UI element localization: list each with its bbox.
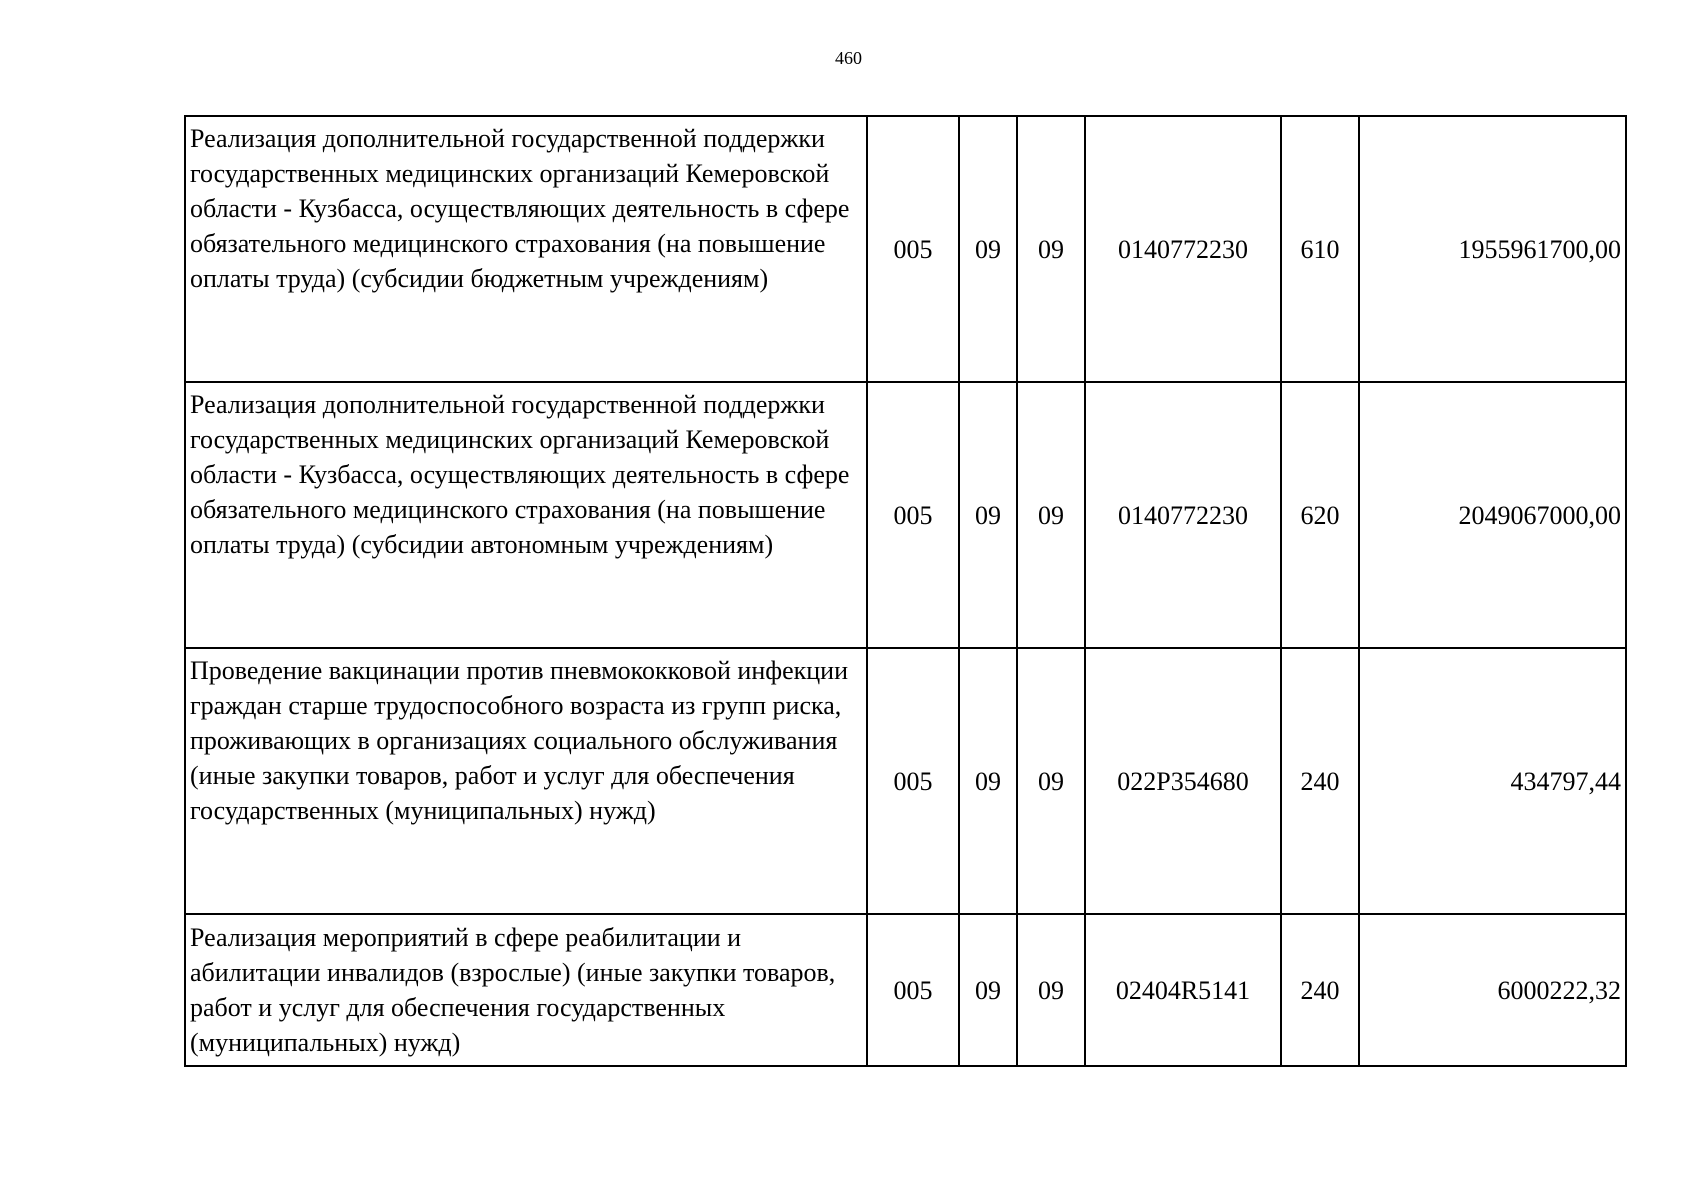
target-article-code: 02404R5141	[1085, 914, 1281, 1066]
budget-table	[184, 115, 1627, 1067]
subsection-code: 09	[1017, 914, 1085, 1066]
row-description: Реализация дополнительной государственной поддержки государственных медицинских организаций Кемеровской области - Кузбасса, осуществляющих деятельность в сфере обязательного медицинского страхования (на повышение оплаты труда) (субсидии автономным учреждениям)	[185, 382, 867, 648]
section-code: 09	[959, 116, 1017, 382]
ministry-code: 005	[867, 382, 959, 648]
row-description: Реализация мероприятий в сфере реабилитации и абилитации инвалидов (взрослые) (иные закупки товаров, работ и услуг для обеспечения государственных (муниципальных) нужд)	[185, 914, 867, 1066]
table-row	[185, 914, 1626, 1066]
ministry-code: 005	[867, 914, 959, 1066]
page-number: 460	[835, 48, 862, 68]
ministry-code: 005	[867, 648, 959, 914]
section-code: 09	[959, 382, 1017, 648]
row-description: Проведение вакцинации против пневмококковой инфекции граждан старше трудоспособного возраста из групп риска, проживающих в организациях социального обслуживания (иные закупки товаров, работ и услуг для обеспечения государственных (муниципальных) нужд)	[185, 648, 867, 914]
expense-type-code: 240	[1281, 648, 1359, 914]
amount: 434797,44	[1359, 648, 1626, 914]
amount: 1955961700,00	[1359, 116, 1626, 382]
subsection-code: 09	[1017, 116, 1085, 382]
ministry-code: 005	[867, 116, 959, 382]
target-article-code: 0140772230	[1085, 382, 1281, 648]
row-description: Реализация дополнительной государственной поддержки государственных медицинских организаций Кемеровской области - Кузбасса, осуществляющих деятельность в сфере обязательного медицинского страхования (на повышение оплаты труда) (субсидии бюджетным учреждениям)	[185, 116, 867, 382]
subsection-code: 09	[1017, 648, 1085, 914]
subsection-code: 09	[1017, 382, 1085, 648]
section-code: 09	[959, 914, 1017, 1066]
target-article-code: 0140772230	[1085, 116, 1281, 382]
amount: 2049067000,00	[1359, 382, 1626, 648]
table-row	[185, 648, 1626, 914]
expense-type-code: 240	[1281, 914, 1359, 1066]
target-article-code: 022P354680	[1085, 648, 1281, 914]
table-row	[185, 382, 1626, 648]
section-code: 09	[959, 648, 1017, 914]
expense-type-code: 610	[1281, 116, 1359, 382]
table-row	[185, 116, 1626, 382]
expense-type-code: 620	[1281, 382, 1359, 648]
amount: 6000222,32	[1359, 914, 1626, 1066]
